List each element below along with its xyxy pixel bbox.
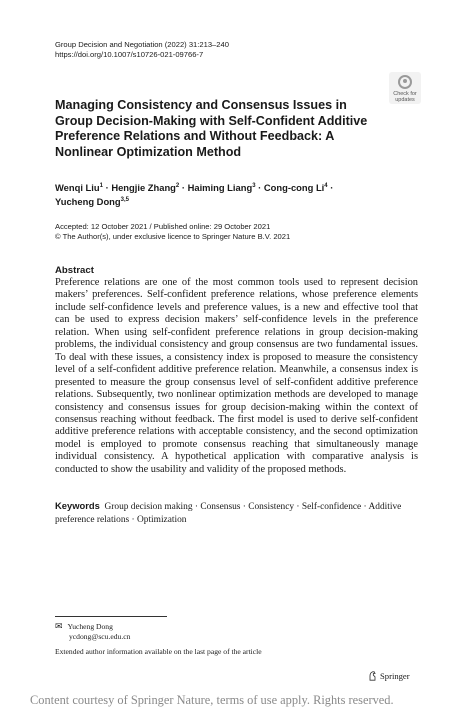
- author[interactable]: Cong-cong Li$^4$: [263, 182, 328, 194]
- check-for-updates-badge[interactable]: [389, 72, 421, 104]
- journal-citation: Group Decision and Negotiation (2022) 31:213–240: [55, 40, 229, 49]
- springer-horse-icon: [368, 671, 377, 681]
- badge-text-line1: Check for: [393, 91, 417, 97]
- corresponding-author-email[interactable]: ycdong@scu.edu.cn: [69, 632, 131, 641]
- doi-link[interactable]: https://doi.org/10.1007/s10726-021-09766-7: [55, 50, 204, 59]
- accepted-published-line: Accepted: 12 October 2021 / Published online: 29 October 2021: [55, 222, 271, 231]
- author-list: Wenqi Liu$^1$ · Hengjie Zhang$^2$ · Haiming Liang$^3$ · Cong-cong $Li^4$ · Yucheng Dong$^{3,5}$: [55, 182, 334, 208]
- envelope-icon: ✉: [55, 621, 63, 631]
- article-header: [55, 40, 229, 60]
- article-title: Managing Consistency and Consensus Issues in Group Decision-Making with Self-Confident Additive Preference Relations and Without Feedback: A Nonlinear Optimization Method: [55, 98, 368, 159]
- courtesy-notice: Content courtesy of Springer Nature, terms of use apply. Rights reserved.: [30, 693, 394, 707]
- abstract-heading: Abstract: [55, 265, 94, 276]
- footnote-divider: [55, 616, 167, 617]
- keywords: [55, 499, 418, 527]
- copyright-line: © The Author(s), under exclusive licence to Springer Nature B.V. 2021: [55, 232, 291, 241]
- check-for-updates-icon: [398, 75, 412, 89]
- keywords-label: Keywords: [55, 500, 100, 511]
- author[interactable]: Yucheng Dong$^{3,5}$: [55, 196, 129, 208]
- publisher-name: Springer: [380, 671, 410, 681]
- corresponding-author-footnote: [55, 621, 130, 642]
- corresponding-author-name: Yucheng Dong: [67, 622, 113, 631]
- publication-dates: [55, 222, 290, 242]
- springer-logo: [368, 671, 410, 681]
- badge-text-line2: updates: [395, 97, 415, 103]
- keywords-text: Group decision making · Consensus · Consistency · Self-confidence · Additive preference relations · Optimization: [55, 502, 402, 525]
- author[interactable]: Hengjie Zhang$^2$: [111, 182, 180, 194]
- author[interactable]: Haiming Liang$^3$: [187, 182, 256, 194]
- extended-author-info: Extended author information available on the last page of the article: [55, 647, 262, 656]
- abstract-body: Preference relations are one of the most common tools used to represent decision makers’ preferences. Self-confident preference relations, whose preference elements include self-confidence levels and preference values, is a new and effective tool that can be used to express decision makers’ self-confidence levels in the preference relation. When using self-confident preference relations in group decision-making problems, the individual consistency and group consensus are two fundamental issues. To deal with these issues, a consistency index is proposed to measure the consistency level of a self-confident additive preference relation. Meanwhile, a consensus index is presented to measure the group consensus level of self-confident additive preference relations. Subsequently, two nonlinear optimization methods are developed to manage consistency and consensus issues for group decision-making within the context of consensus reaching without feedback. The first model is used to derive self-confident additive preference relations with acceptable consistency, and the second optimization model is employed to promote consensus reaching that simultaneously manage individual consistency. A hypothetical application with comparative analysis is conducted to show the usability and validity of the proposed methods.: [55, 277, 418, 475]
- author[interactable]: Wenqi Liu$^1$: [55, 182, 103, 194]
